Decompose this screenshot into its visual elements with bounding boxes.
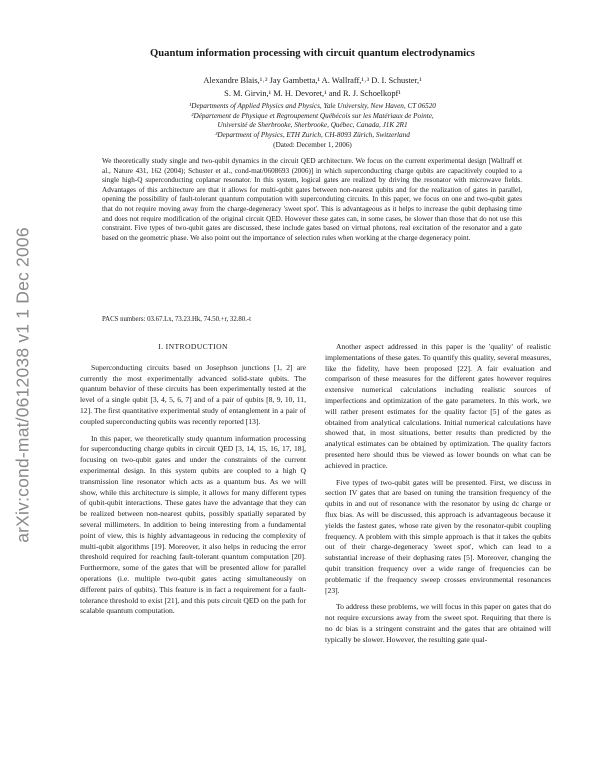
author-line-2: S. M. Girvin,¹ M. H. Devoret,¹ and R. J. Schoelkopf¹ (224, 88, 401, 98)
pacs-numbers: PACS numbers: 03.67.Lx, 73.23.Hk, 74.50.+r, 32.80.-t (102, 316, 252, 323)
paper-title: Quantum information processing with circuit quantum electrodynamics (150, 48, 475, 59)
affiliation-3: ³Department of Physics, ETH Zurich, CH-8093 Zürich, Switzerland (215, 130, 410, 139)
author-line-1: Alexandre Blais,¹˒² Jay Gambetta,¹ A. Wallraff,¹˒³ D. I. Schuster,¹ (203, 76, 422, 85)
paragraph: Five types of two-qubit gates will be presented. First, we discuss in section IV gates that are based on tuning the transition frequency of the qubits in and out of resonance with the resonator by using dc charge or flux bias. As will be discussed, this approach is advantageous because it yields the fastest gates, whose rate given by the resonator-qubit coupling frequency. A problem with this simple approach is that it takes the qubits out of their charge-degeneracy 'sweet spot', which can lead to a substantial increase of their dephasing rates [5]. Moreover, changing the qubit transition frequency over a wide range of frequencies can be problematic if the frequency sweep crosses environmental resonances [23]. (325, 477, 551, 595)
paragraph: Superconducting circuits based on Josephson junctions [1, 2] are currently the most experimentally advanced solid-state qubits. The quantum behavior of these circuits has been experimentally tested at the level of a single qubit [3, 4, 5, 6, 7] and of a pair of qubits [8, 9, 10, 11, 12]. The first quantitative experimental study of entanglement in a pair of coupled superconducting qubits was recently reported [13]. (80, 362, 306, 426)
abstract: We theoretically study single and two-qubit dynamics in the circuit QED architecture. We focus on the current experimental design [Wallraff et al., Nature 431, 162 (2004); Schuster et al., cond-mat/0608693 (2006)] in which superconducting charge qubits are capacitively coupled to a single high-Q superconducting coplanar resonator. In this system, logical gates are realized by driving the resonator with microwave fields. Advantages of this architecture are that it allows for multi-qubit gates between non-nearest qubits and for the realization of gates in parallel, opening the possibility of fault-tolerant quantum computation with superconduting circuits. In this paper, we focus on one and two-qubit gates that do not require moving away from the charge-degeneracy 'sweet spot'. This is advantageous as it helps to increase the qubit dephasing time and does not require modification of the original circuit QED. However these gates can, in some cases, be slower than those that do not use this constraint. Five types of two-qubit gates are discussed, these include gates based on virtual photons, real excitation of the resonator and a gate based on the geometric phase. We also point out the importance of selection rules when working at the charge degeneracy point. (102, 157, 522, 242)
right-column (325, 342, 551, 652)
affiliation-2-cont: Université de Sherbrooke, Sherbrooke, Québec, Canada, J1K 2R1 (217, 121, 408, 130)
arxiv-identifier-stamp (5, 180, 41, 590)
left-column (80, 342, 306, 623)
paragraph: Another aspect addressed in this paper is the 'quality' of realistic implementations of these gates. To quantify this quality, several measures, like the fidelity, have been proposed [22]. A fair evaluation and comparison of these measures for the different gates however requires extensive numerical calculations including realistic sources of imperfections and optimization of the gate parameters. In this work, we will rather present estimates for the quality factor [5] of the gates as obtained from analytical calculations. Initial numerical calculations have showed that, in most situations, better results than predicted by the analytical estimates can be obtained by optimization. The quality factors presented here should thus be viewed as lower bounds on what can be achieved in practice. (325, 342, 551, 470)
paragraph: To address these problems, we will focus in this paper on gates that do not require excursions away from the sweet spot. Requiring that there is no dc bias is a stringent constraint and the gates that are obtained will typically be slower. However, the resulting gate qual- (325, 602, 551, 644)
dated-line: (Dated: December 1, 2006) (273, 141, 352, 150)
arxiv-identifier-text: arXiv:cond-mat/0612038 v1 1 Dec 2006 (12, 227, 33, 543)
affiliations (75, 102, 550, 140)
affiliation-2: ²Département de Physique et Regroupement Québécois sur les Matériaux de Pointe, (191, 111, 434, 120)
affiliation-1: ¹Departments of Applied Physics and Physics, Yale University, New Haven, CT 06520 (189, 102, 436, 110)
paper-header (75, 48, 550, 151)
author-list (108, 75, 518, 100)
paragraph: In this paper, we theoretically study quantum information processing for superconducting charge qubits in circuit QED [3, 14, 15, 16, 17, 18], focusing on two-qubit gates and under the constraints of the current experimental design. In this system qubits are coupled to a high Q transmission line resonator which acts as a quantum bus. As we will show, while this architecture is simple, it allows for many different types of qubit-qubit interactions. These gates have the advantage that they can be realized between non-nearest qubits, possibly spatially separated by several millimeters. In addition to being interesting from a fundamental point of view, this is highly advantageous in reducing the complexity of multi-qubit algorithms [19]. Moreover, it also helps in reducing the error threshold required for reaching fault-tolerant quantum computation [20]. Furthermore, some of the gates that will be presented allow for parallel operations (i.e. multiple two-qubit gates acting simultaneously on different pairs of qubits). This feature is in fact a requirement for a fault-tolerance threshold to exist [21], and this puts circuit QED on the path for scalable quantum computation. (80, 433, 306, 616)
section-heading-introduction: I. INTRODUCTION (158, 342, 228, 351)
